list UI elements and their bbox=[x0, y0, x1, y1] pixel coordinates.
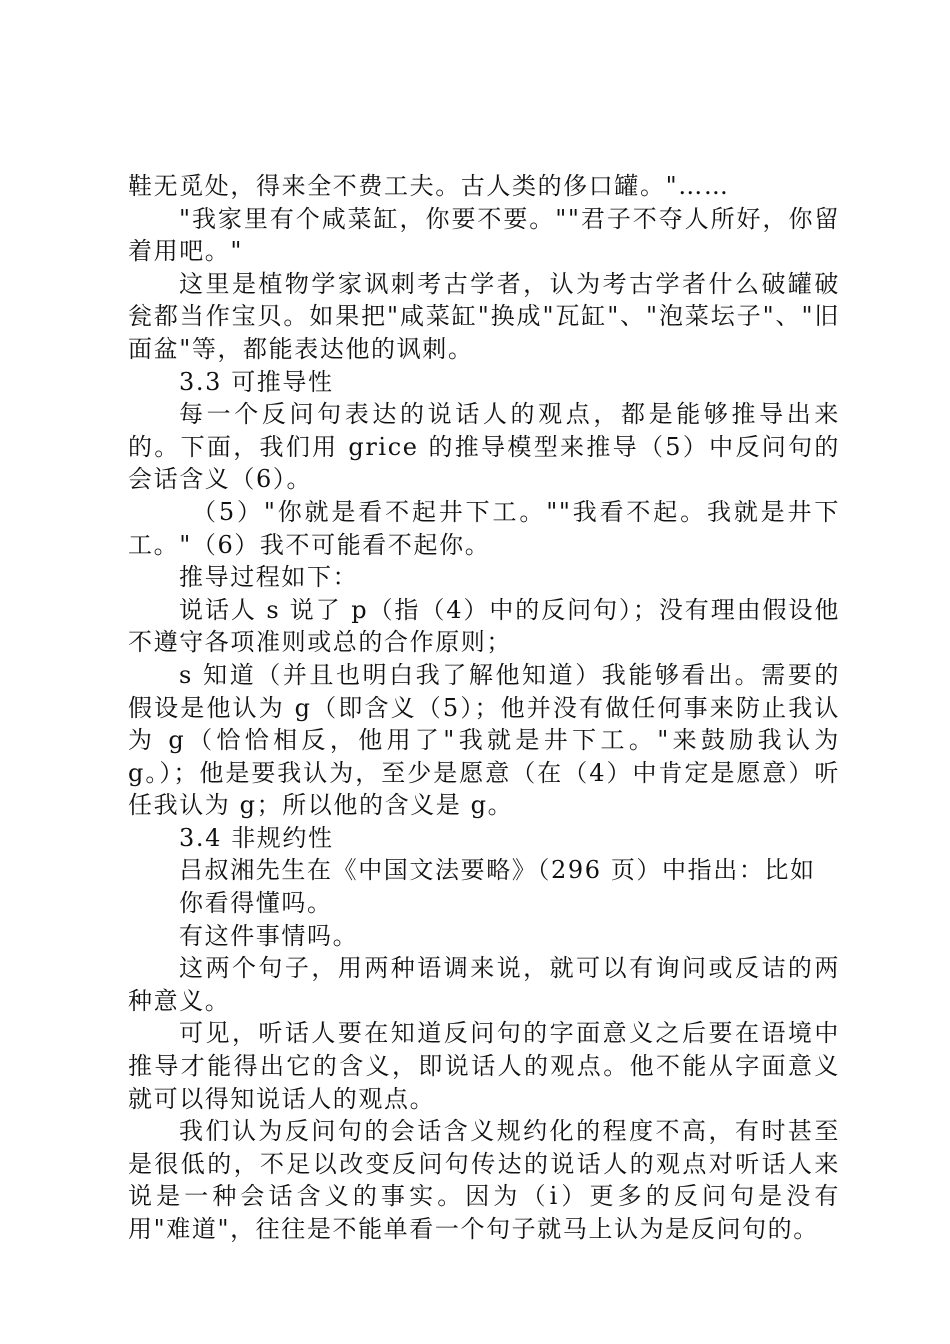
section-heading-derivability: 3.3 可推导性 bbox=[179, 367, 334, 396]
document-body bbox=[128, 170, 840, 1246]
paragraph-conclusion: 我们认为反问句的会话含义规约化的程度不高，有时甚至是很低的，不足以改变反问句传达的说话人的观点对听话人来说是一种会话含义的事实。因为（ⅰ）更多的反问句是没有用"难道"，往往是不能单看一个句子就马上认为是反问句的。 bbox=[128, 1117, 840, 1243]
paragraph-dialogue-pickle-jar: "我家里有个咸菜缸，你要不要。""君子不夺人所好，你留着用吧。" bbox=[128, 204, 840, 266]
paragraph-example-b: 有这件事情吗。 bbox=[179, 921, 359, 950]
section-heading-non-conventionality: 3.4 非规约性 bbox=[179, 823, 334, 852]
paragraph-example-5: （5）"你就是看不起井下工。""我看不起。我就是井下工。"（6）我不可能看不起你。 bbox=[128, 497, 840, 559]
paragraph-derivability-intro: 每一个反问句表达的说话人的观点，都是能够推导出来的。下面，我们用 grice 的推导模型来推导（5）中反问句的会话含义（6）。 bbox=[128, 400, 840, 494]
paragraph-intonation: 这两个句子，用两种语调来说，就可以有询问或反诘的两种意义。 bbox=[128, 954, 840, 1015]
paragraph-lv-shuxiang-quote: 吕叔湘先生在《中国文法要略》（296 页）中指出：比如 bbox=[179, 856, 816, 885]
paragraph-example-a: 你看得懂吗。 bbox=[179, 889, 333, 918]
paragraph-derivation-step-1: 说话人 s 说了 p（指（4）中的反问句）；没有理由假设他不遵守各项准则或总的合作原则； bbox=[128, 595, 840, 657]
paragraph-derivation-intro: 推导过程如下： bbox=[179, 563, 359, 592]
paragraph-derivation-step-2: s 知道（并且也明白我了解他知道）我能够看出。需要的假设是他认为 g（即含义（5）；他并没有做任何事来防止我认为 g（恰恰相反，他用了"我就是井下工。"来鼓励我认为 g。）；他是要我认为，至少是愿意（在（4）中肯定是愿意）听任我认为 g；所以他的含义是 g。 bbox=[128, 660, 840, 820]
paragraph-inference-needed: 可见，听话人要在知道反问句的字面意义之后要在语境中推导才能得出它的含义，即说话人的观点。他不能从字面意义就可以得知说话人的观点。 bbox=[128, 1019, 840, 1113]
paragraph-irony-explanation: 这里是植物学家讽刺考古学者，认为考古学者什么破罐破瓮都当作宝贝。如果把"咸菜缸"换成"瓦缸"、"泡菜坛子"、"旧面盆"等，都能表达他的讽刺。 bbox=[128, 269, 840, 363]
paragraph-continuation: 鞋无觅处，得来全不费工夫。古人类的侈口罐。"…… bbox=[128, 172, 730, 200]
